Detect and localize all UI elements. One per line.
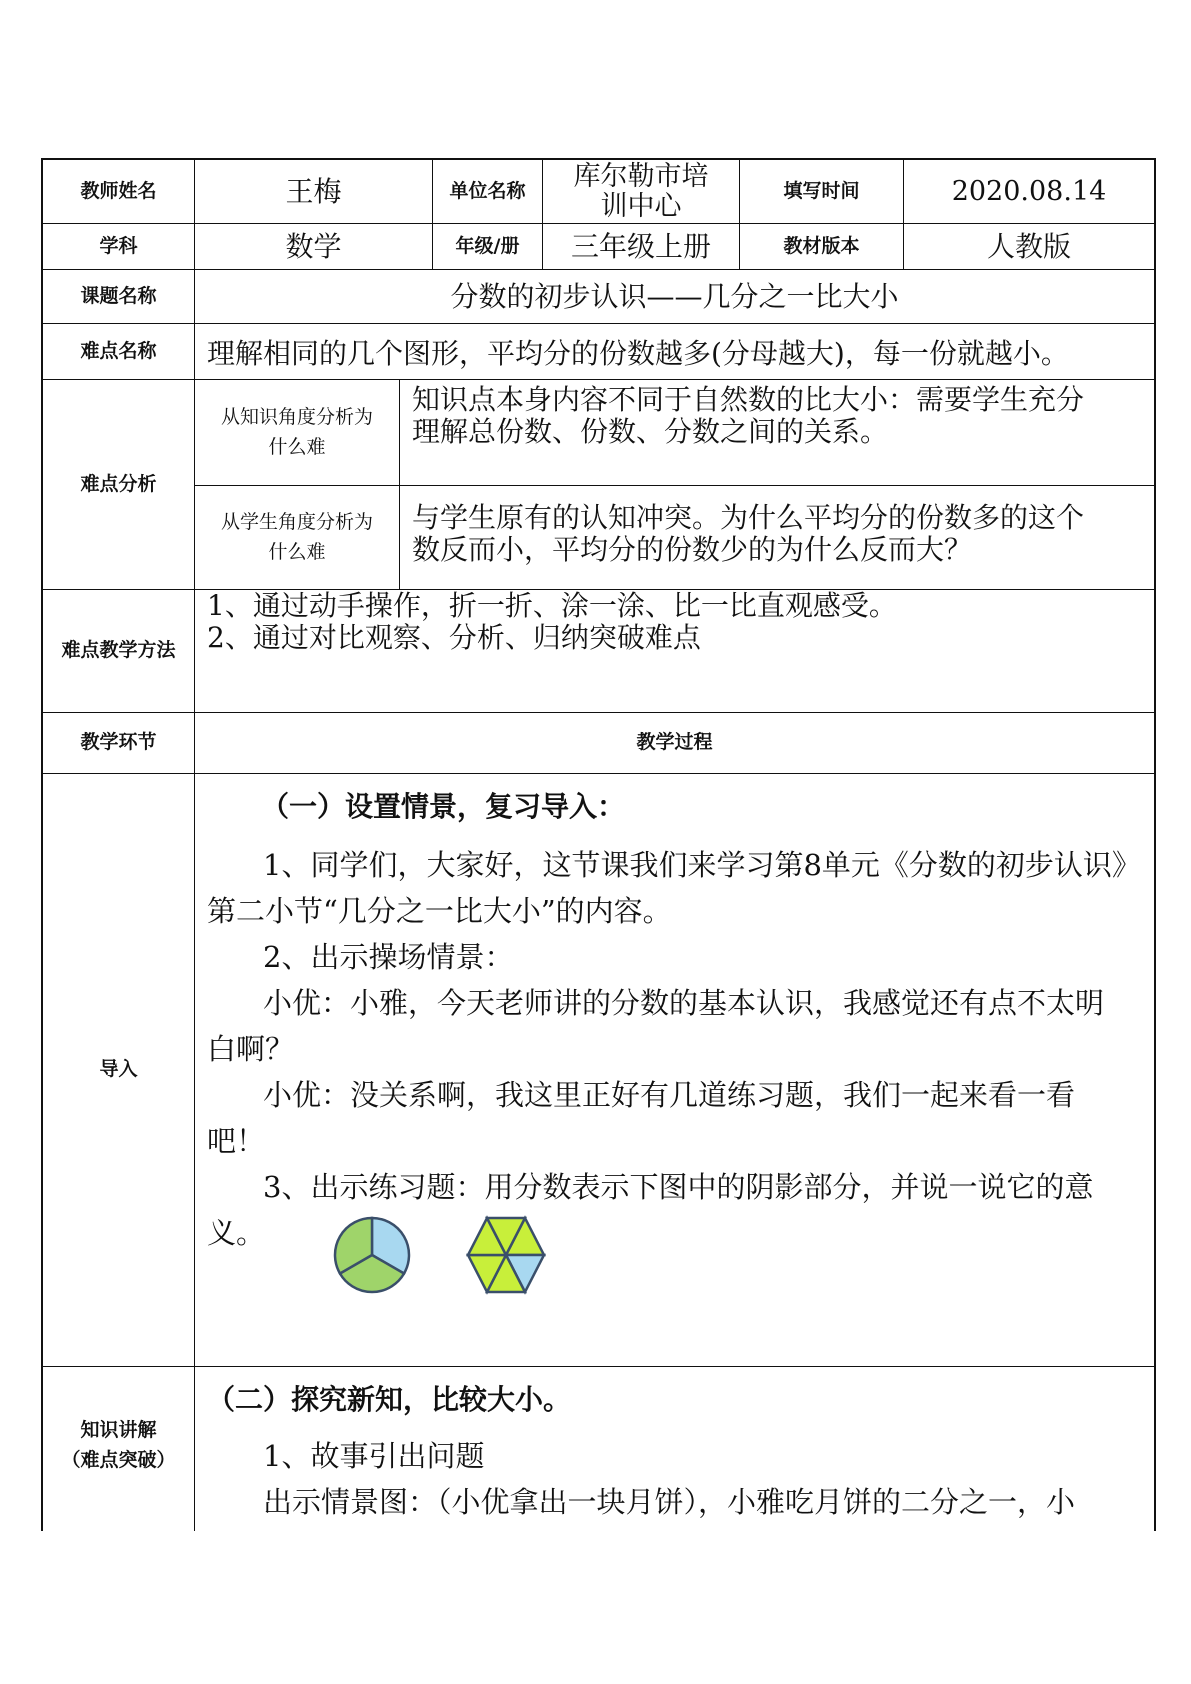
teacher-value: 王梅: [195, 160, 433, 224]
intro-p4b: 吧！: [207, 1124, 266, 1158]
grade-label: 年级/册: [433, 224, 543, 270]
unit-value-line2: 训中心: [600, 190, 682, 222]
knowledge-content: [195, 1367, 1154, 1531]
subject-label: 学科: [43, 224, 195, 270]
unit-value-line1: 库尔勒市培: [573, 160, 709, 192]
knowledge-angle-text: [400, 380, 1154, 486]
student-angle-label: [195, 486, 400, 590]
knowledge-angle-text-line2: 理解总份数、份数、分数之间的关系。: [412, 415, 889, 448]
intro-p1b: 第二小节“几分之一比大小”的内容。: [207, 894, 672, 928]
knowledge-angle-label-line2: 什么难: [268, 435, 326, 458]
method-line-1: 1、通过动手操作，折一折、涂一涂、比一比直观感受。: [207, 589, 897, 622]
student-angle-label-line2: 什么难: [268, 540, 326, 563]
knowledge-heading: （二）探究新知，比较大小。: [207, 1383, 572, 1416]
intro-heading: （一）设置情景，复习导入：: [261, 790, 626, 823]
knowledge-label: [43, 1367, 195, 1531]
grade-value: 三年级上册: [543, 224, 740, 270]
method-text: [195, 590, 1154, 713]
intro-p3b: 白啊？: [207, 1032, 295, 1066]
knowledge-angle-text-line1: 知识点本身内容不同于自然数的比大小：需要学生充分: [412, 383, 1085, 416]
knowledge-p2: 出示情景图：（小优拿出一块月饼），小雅吃月饼的二分之一，小: [263, 1485, 1076, 1519]
exercise-figures: [207, 1256, 1154, 1348]
intro-p1a: 1、同学们，大家好，这节课我们来学习第8单元《分数的初步认识》: [263, 848, 1141, 882]
topic-label: 课题名称: [43, 270, 195, 324]
student-angle-text: [400, 486, 1154, 590]
teacher-label: 教师姓名: [43, 160, 195, 224]
circle-figure: [331, 1214, 413, 1296]
method-label: 难点教学方法: [43, 590, 195, 713]
topic-value: 分数的初步认识——几分之一比大小: [195, 270, 1154, 324]
hexagon-figure: [461, 1212, 551, 1298]
knowledge-label-line2: （难点突破）: [61, 1449, 176, 1471]
unit-value: [543, 160, 740, 224]
analysis-label: 难点分析: [43, 380, 195, 590]
edition-value: 人教版: [904, 224, 1154, 270]
knowledge-angle-label: [195, 380, 400, 486]
student-angle-label-line1: 从学生角度分析为: [220, 511, 373, 534]
lesson-plan-table: [41, 158, 1156, 1531]
knowledge-p1: 1、故事引出问题: [263, 1439, 485, 1473]
intro-p5a: 3、出示练习题：用分数表示下图中的阴影部分，并说一说它的意: [263, 1170, 1094, 1204]
intro-label: 导入: [43, 774, 195, 1367]
method-line-2: 2、通过对比观察、分析、归纳突破难点: [207, 621, 701, 654]
student-angle-text-line2: 数反而小，平均分的份数少的为什么反而大？: [412, 533, 973, 566]
unit-label: 单位名称: [433, 160, 543, 224]
stage-header: 教学环节: [43, 713, 195, 774]
intro-content: [195, 774, 1154, 1367]
date-label: 填写时间: [740, 160, 904, 224]
intro-p5b: 义。: [207, 1216, 266, 1250]
date-value: 2020.08.14: [904, 160, 1154, 224]
knowledge-label-line1: 知识讲解: [80, 1418, 157, 1441]
knowledge-angle-label-line1: 从知识角度分析为: [220, 406, 373, 429]
edition-label: 教材版本: [740, 224, 904, 270]
student-angle-text-line1: 与学生原有的认知冲突。为什么平均分的份数多的这个: [412, 501, 1085, 534]
intro-p3a: 小优：小雅，今天老师讲的分数的基本认识，我感觉还有点不太明: [263, 986, 1105, 1020]
intro-p4a: 小优：没关系啊，我这里正好有几道练习题，我们一起来看一看: [263, 1078, 1076, 1112]
process-header: 教学过程: [195, 713, 1154, 774]
subject-value: 数学: [195, 224, 433, 270]
intro-p2: 2、出示操场情景：: [263, 940, 514, 974]
difficulty-label: 难点名称: [43, 324, 195, 380]
difficulty-value: 理解相同的几个图形，平均分的份数越多(分母越大)，每一份就越小。: [195, 324, 1154, 380]
